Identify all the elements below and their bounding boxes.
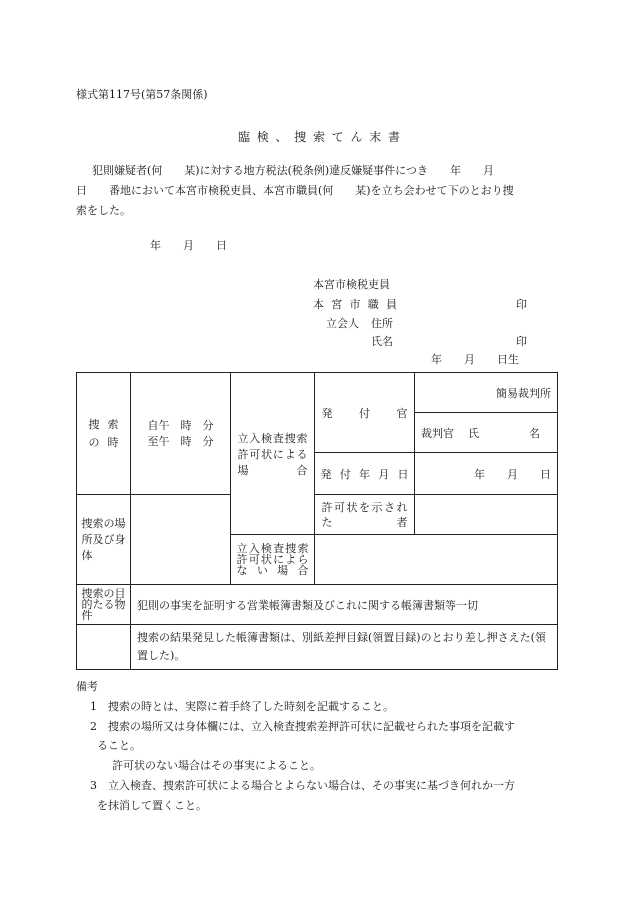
witness-label: 立会人 — [326, 317, 359, 330]
notes-heading: 備考 — [76, 680, 98, 693]
note-2a: 2 捜索の場所又は身体欄には、立入検査捜索差押許可状に記載せられた事項を記載す — [90, 720, 515, 733]
judge-cell: 裁判官 氏 名 — [415, 413, 558, 453]
document-title: 臨検、捜索てん末書 — [238, 130, 400, 144]
warrant-case-cell: 立入検査捜索許可状による場合 — [231, 373, 315, 535]
search-place-label-cell: 捜索の場所及び身体 — [77, 495, 131, 585]
search-time-cell — [131, 373, 231, 495]
result-label-cell — [77, 625, 131, 670]
court-cell: 簡易裁判所 — [415, 373, 558, 413]
seal-mark: 印 — [516, 335, 527, 348]
body-line-1: 犯則嫌疑者(何 某)に対する地方税法(税条例)違反嫌疑事件につき 年 月 — [92, 164, 494, 177]
body-line-2: 日 番地において本宮市検税吏員、本宮市職員(何 某)を立ち会わせて下のとおり捜 — [76, 184, 514, 197]
time-from: 自午 時 分 — [147, 418, 214, 432]
note-2c: 許可状のない場合はその事実によること。 — [112, 759, 321, 772]
issue-date-value-cell: 年 月 日 — [415, 453, 558, 495]
note-2b: ること。 — [97, 739, 141, 752]
signatory-city-staff: 本宮市職員 — [313, 298, 397, 311]
shown-label-cell: 許可状を示された者 — [315, 495, 415, 535]
purpose-value-cell: 犯則の事実を証明する営業帳簿書類及びこれに関する帳簿書類等一切 — [131, 585, 558, 625]
seal-mark: 印 — [516, 298, 527, 311]
body-line-3: 索をした。 — [76, 204, 131, 217]
document-date: 年 月 日 — [150, 239, 227, 252]
form-number: 様式第117号(第57条関係) — [76, 88, 208, 101]
birth-date: 年 月 日生 — [431, 353, 519, 366]
note-1: 1 捜索の時とは、実際に着手終了した時刻を記載すること。 — [90, 700, 394, 713]
name-label: 氏名 — [371, 335, 393, 348]
note-3b: を抹消して置くこと。 — [97, 799, 207, 812]
result-text-cell: 捜索の結果発見した帳簿書類は、別紙差押目録(領置目録)のとおり差し押さえた(領置した)。 — [131, 625, 558, 670]
purpose-label-cell: 捜索の目的たる物件 — [77, 585, 131, 625]
shown-value-cell — [415, 495, 558, 535]
time-to: 至午 時 分 — [147, 434, 214, 448]
issuer-label-cell: 発 付 官 — [315, 373, 415, 453]
no-warrant-case-cell: 立入検査捜索許可状によらない場合 — [231, 535, 315, 585]
search-time-label-cell: 捜索 の時 — [77, 373, 131, 495]
address-label: 住所 — [371, 317, 393, 330]
search-place-value-cell — [131, 495, 231, 585]
search-record-table — [76, 372, 558, 670]
issue-date-label-cell: 発付年月日 — [315, 453, 415, 495]
note-3a: 3 立入検査、捜索許可状による場合とよらない場合は、その事実に基づき何れか一方 — [90, 779, 515, 792]
signatory-tax-official: 本宮市検税吏員 — [313, 278, 390, 291]
no-warrant-value-cell — [315, 535, 558, 585]
